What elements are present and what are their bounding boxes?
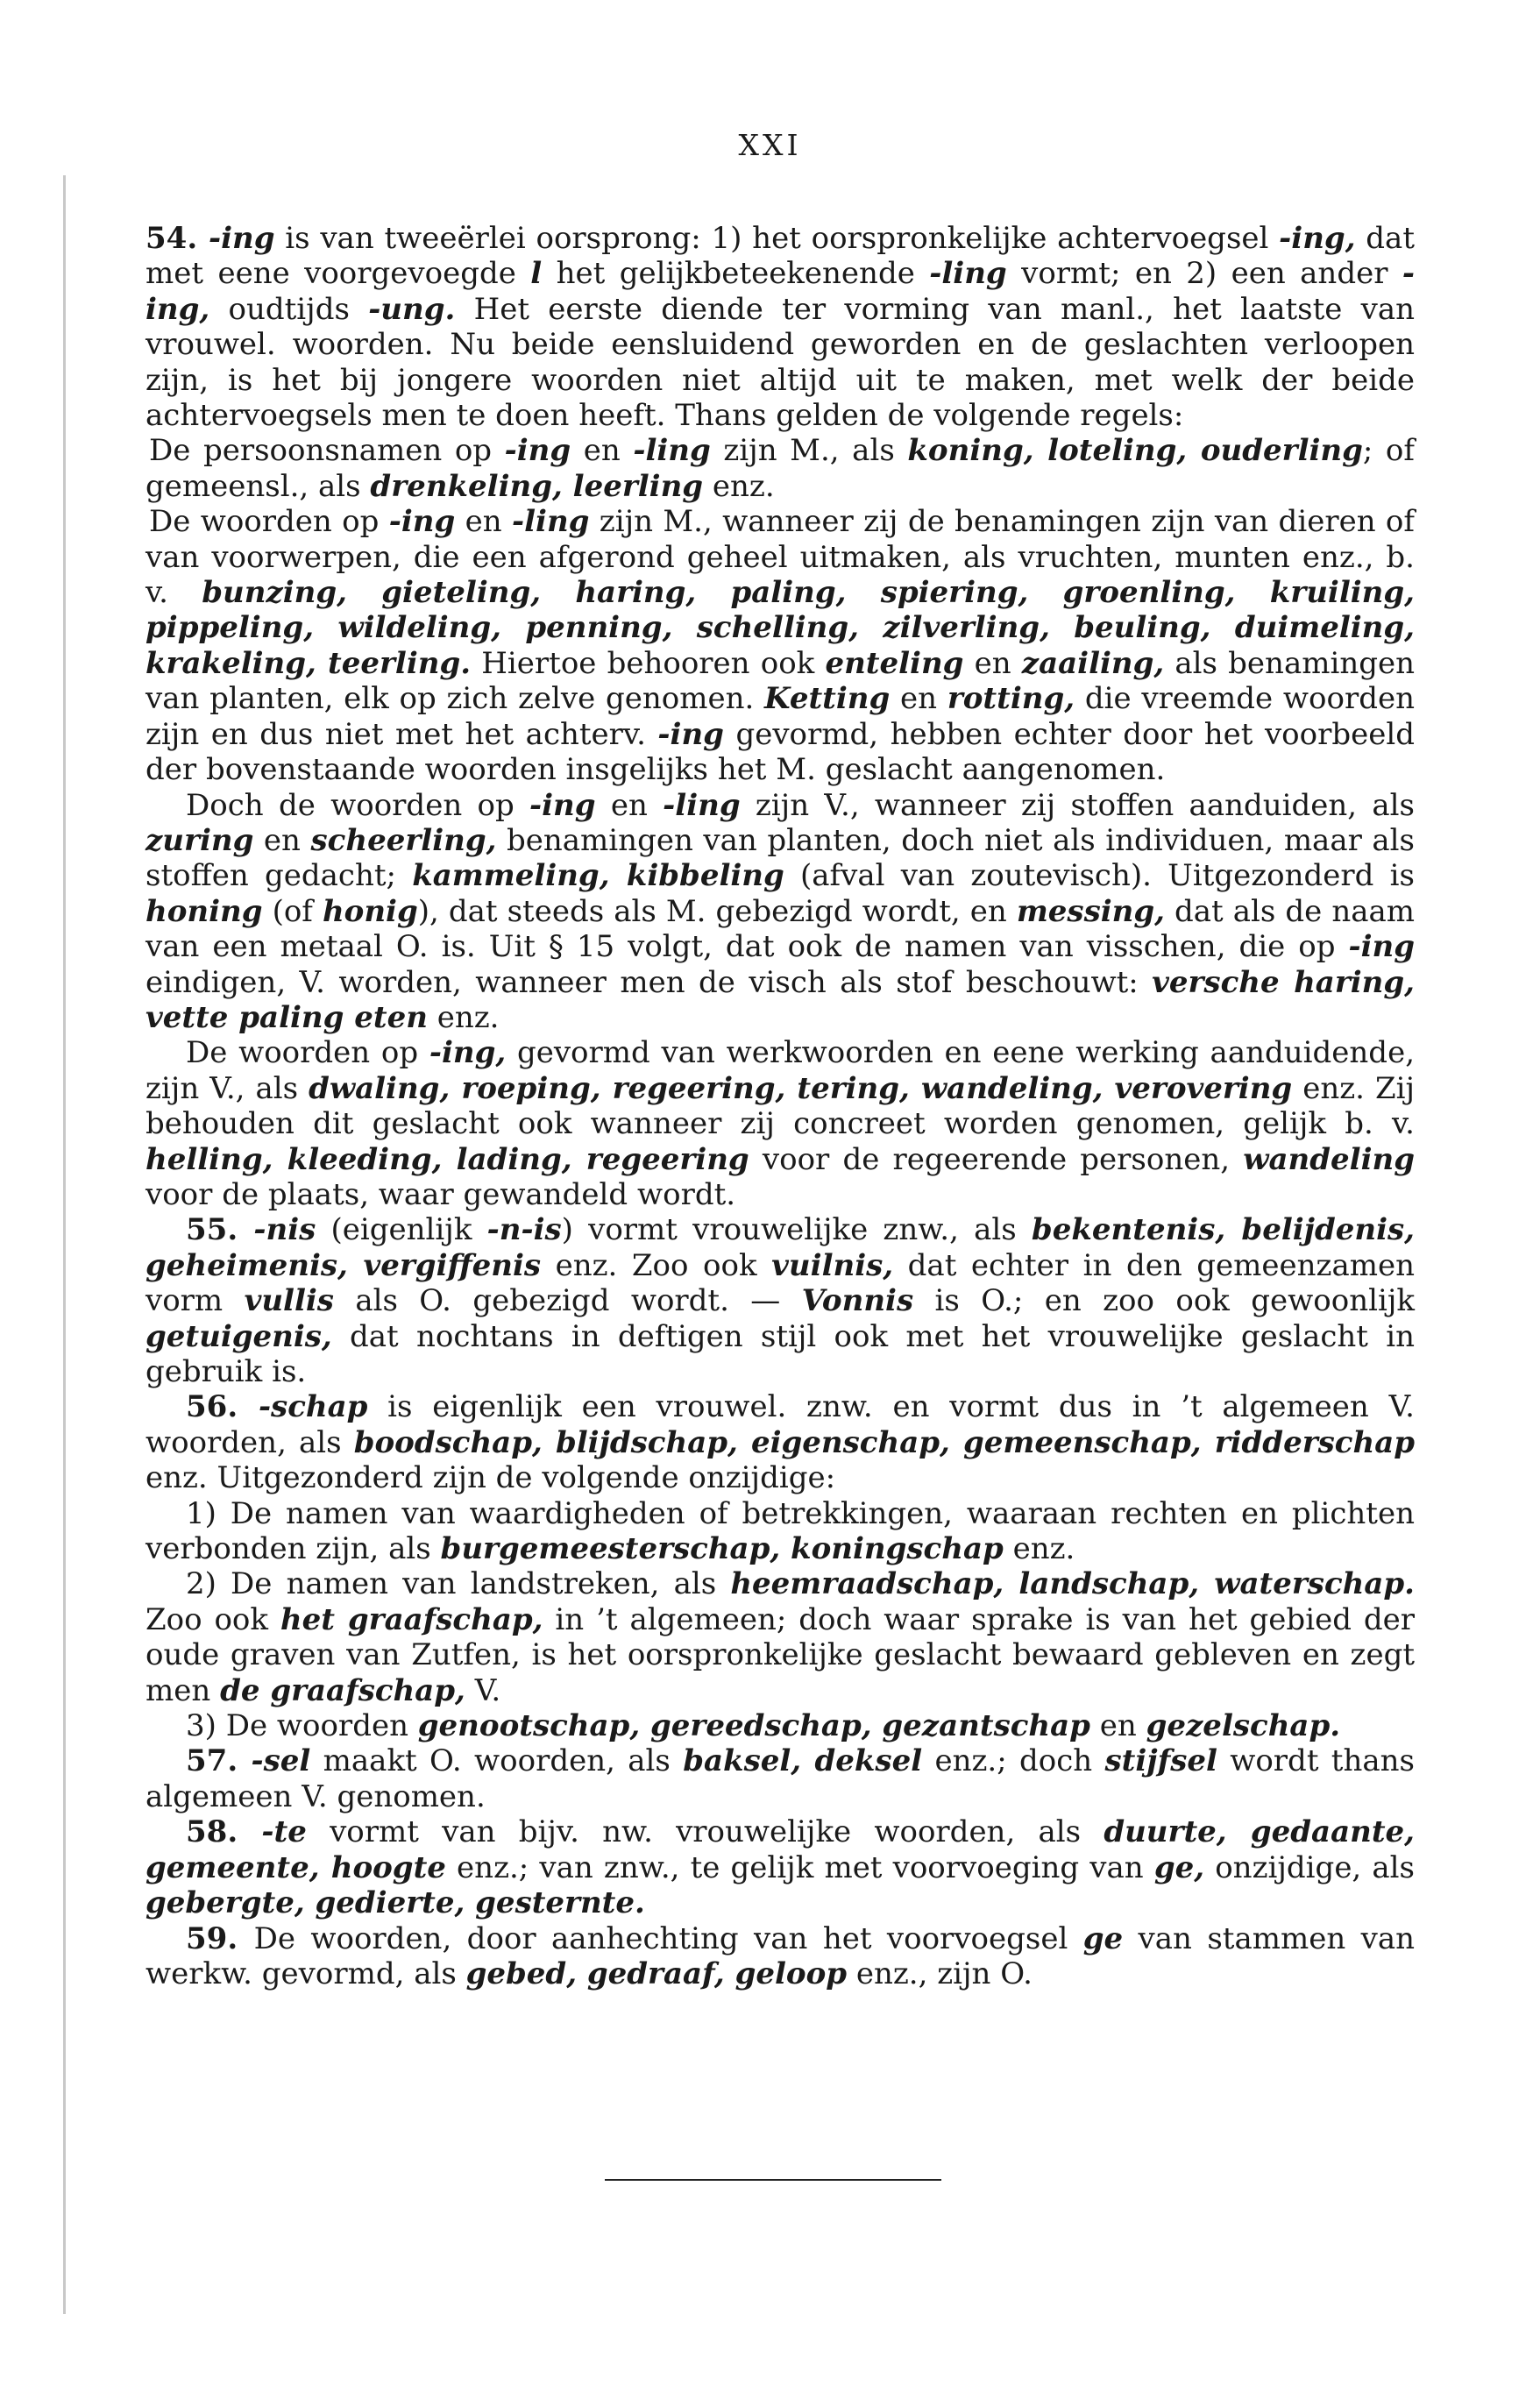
text-run: (eigenlijk [316,1212,487,1248]
text-run: (of [262,893,323,929]
italic-term: vuilnis, [771,1247,894,1283]
italic-term: -ling [929,256,1007,292]
text-run: De woorden, door aanhechting van het voorvoegsel [253,1920,1083,1956]
text-run: ), dat steeds als M. gebezigd wordt, en [417,893,1017,929]
text-run: in ’t algemeen; doch waar sprake is van het gebied der oude graven van Zutfen, is het oorspronkelijke geslacht bewaard gebleven en zegt men [145,1601,1415,1708]
text-run: enz.; van znw., te gelijk met voorvoeging van [445,1849,1154,1885]
italic-term: -ing [657,716,724,752]
text-run: onzijdige, als [1204,1849,1415,1885]
italic-term: versche haring, vette paling eten [145,964,1415,1035]
text-run: vormt; en 2) een ander [1006,256,1402,292]
text-run: voor de plaats, waar gewandeld wordt. [145,1176,736,1212]
italic-term: koning, loteling, ouderling [907,433,1363,469]
text-run: en [253,822,311,858]
italic-term: boodschap, blijdschap, eigenschap, gemeenschap, ridderschap [353,1424,1415,1460]
italic-term: honing [145,893,263,929]
paragraph-p54c [145,788,1415,1036]
italic-term: -ing [529,787,596,823]
italic-term: -ing, [429,1035,507,1071]
text-run: gevormd, hebben echter door het voorbeeld der bovenstaande woorden insgelijks het M. geslacht aangenomen. [145,716,1415,788]
text-run: 2) De namen van landstreken, als [186,1566,731,1602]
text-run: zijn M., wanneer zij de benamingen zijn van dieren of van voorwerpen, die een afgerond geheel uitmaken, als vruchten, munten enz., b. v. [145,504,1415,611]
italic-term: ge [1082,1920,1124,1956]
italic-term: het graafschap, [280,1601,543,1637]
italic-term: -ung. [368,291,456,327]
italic-term: -ing, [1279,221,1356,256]
italic-term: helling, kleeding, lading, regeering [145,1141,749,1177]
text-run: Zoo ook [145,1601,280,1637]
paragraph-p59 [145,1921,1415,1992]
text-run: maakt O. woorden, als [310,1743,684,1779]
text-run: Hiertoe behooren ook [471,645,826,681]
text-run: 1) De namen van waardigheden of betrekkingen, waaraan rechten en plichten verbonden zijn, als [145,1495,1415,1567]
section-number: 56. [186,1389,259,1425]
text-run: enz. [703,468,775,504]
italic-term: Ketting [764,681,891,717]
italic-term: l [530,256,543,292]
italic-term: zaailing, [1021,645,1165,681]
italic-term: -sel [251,1743,311,1779]
italic-term: drenkeling, leerling [370,468,704,504]
text-run: en [963,645,1022,681]
italic-term: scheerling, [310,822,497,858]
italic-term: honig [322,893,418,929]
text-run: eindigen, V. worden, wanneer men de visch als stof beschouwt: [145,964,1153,1000]
section-number: 58. [186,1814,262,1850]
text-run: is eigenlijk een vrouwel. znw. en vormt dus in ’t algemeen V. woorden, als [145,1389,1415,1460]
text-run: en [571,433,634,469]
italic-term: heemraadschap, landschap, waterschap. [730,1566,1415,1602]
paragraph-p54 [145,221,1415,433]
italic-term: bunzing, gieteling, haring, paling, spiering, groenling, kruiling, pippeling, wildeling, penning, schelling, zilverling, beuling, duimeling, krakeling, teerling. [145,575,1415,681]
text-run: wordt thans algemeen V. genomen. [145,1743,1415,1814]
text-run: is O.; en zoo ook gewoonlijk [913,1283,1415,1319]
text-run: ) vormt vrouwelijke znw., als [561,1212,1032,1248]
text-run: dat met eene voorgevoegde [145,221,1415,292]
text-run: ; of gemeensl., als [145,433,1415,504]
italic-term: vullis [244,1283,334,1319]
section-number: 57. [186,1743,252,1779]
text-run: dat nochtans in deftigen stijl ook met het vrouwelijke geslacht in gebruik is. [145,1318,1415,1389]
text-run: Doch de woorden op [186,787,530,823]
italic-term: -ing, [145,256,1416,327]
text-run: enz. [1003,1531,1075,1567]
text-run: enz. Zoo ook [541,1247,772,1283]
text-run: is van tweeërlei oorsprong: 1) het oorspronkelijke achtervoegsel [274,221,1280,256]
text-run: benamingen van planten, doch niet als individuen, maar als stoffen gedacht; [145,822,1416,894]
text-run: enz. Uitgezonderd zijn de volgende onzijdige: [145,1460,836,1496]
italic-term: genootschap, gereedschap, gezantschap [417,1708,1090,1744]
italic-term: -nis [253,1212,316,1248]
text-run: zijn V., wanneer zij stoffen aanduiden, als [740,787,1415,823]
italic-term: enteling [825,645,964,681]
italic-term: dwaling, roeping, regeering, tering, wandeling, verovering [309,1070,1293,1106]
paragraph-p56c [145,1708,1415,1743]
italic-term: duurte, gedaante, gemeente, hoogte [145,1814,1415,1885]
text-run: en [455,504,512,540]
italic-term: bekentenis, belijdenis, geheimenis, vergiffenis [145,1212,1415,1283]
text-run: (afval van zoutevisch). Uitgezonderd is [784,858,1415,894]
paragraph-p56a [145,1496,1415,1567]
text-run: enz., zijn O. [847,1955,1033,1991]
italic-term: gebed, gedraaf, geloop [465,1955,848,1991]
paragraph-p58 [145,1814,1415,1920]
italic-term: baksel, deksel [683,1743,923,1779]
italic-term: zuring [145,822,254,858]
text-run: van stammen van werkw. gevormd, als [145,1920,1415,1991]
text-run: die vreemde woorden zijn en dus niet met het achterv. [145,681,1415,752]
italic-term: -ling [663,787,741,823]
text-run: De persoonsnamen op [149,433,505,469]
text-run: dat als de naam van een metaal O. is. Uit § 15 volgt, dat ook de namen van visschen, die op [145,893,1415,965]
italic-term: -ing [208,221,275,256]
text-run: De woorden op [186,1035,429,1071]
text-run: als benamingen van planten, elk op zich zelve genomen. [145,645,1416,717]
italic-term: ge, [1153,1849,1205,1885]
paragraph-p56b [145,1566,1415,1708]
text-run: en [595,787,664,823]
text-run: voor de regeerende personen, [749,1141,1244,1177]
text-run: zijn M., als [710,433,908,469]
paragraph-p54a [145,433,1415,504]
section-number: 59. [186,1920,254,1956]
section-number: 54. [145,221,209,256]
text-run: gevormd van werkwoorden en eene werking aanduidende, zijn V., als [145,1035,1415,1106]
text-run: en [1089,1708,1146,1744]
paragraph-p55 [145,1212,1415,1389]
italic-term: -ing [504,433,571,469]
text-run: dat echter in den gemeenzamen vorm [145,1247,1416,1319]
text-run: 3) De woorden [186,1708,418,1744]
text-run: oudtijds [209,291,369,327]
text-run: en [890,681,947,717]
paragraph-p57 [145,1743,1415,1814]
italic-term: Vonnis [801,1283,914,1319]
italic-term: wandeling [1243,1141,1415,1177]
body-text [145,221,1415,1991]
text-run: vormt van bijv. nw. vrouwelijke woorden, als [306,1814,1104,1850]
italic-term: -ling [633,433,711,469]
italic-term: messing, [1016,893,1165,929]
text-run: als O. gebezigd wordt. — [333,1283,802,1319]
paragraph-p54d [145,1035,1415,1212]
text-run: De woorden op [149,504,389,540]
page-number: XXI [738,128,802,162]
italic-term: -ling [512,504,590,540]
italic-term: gebergte, gedierte, gesternte. [145,1885,645,1921]
italic-term: stijfsel [1104,1743,1217,1779]
closing-rule [605,2179,941,2181]
text-run: het gelijkbeteekenende [542,256,930,292]
text-run: Het eerste diende ter vorming van manl., het laatste van vrouwel. woorden. Nu beide eensluidend geworden en de geslachten verloopen zijn, is het bij jongere woorden niet altijd uit te maken, met welk der beide achtervoegsels men te doen heeft. Thans gelden de volgende regels: [145,291,1415,434]
text-run: enz. Zij behouden dit geslacht ook wanneer zij concreet worden genomen, gelijk b. v. [145,1070,1416,1142]
italic-term: -ing [388,504,456,540]
text-run: enz.; doch [922,1743,1105,1779]
italic-term: getuigenis, [145,1318,332,1354]
italic-term: de graafschap, [220,1672,465,1708]
paragraph-p56 [145,1389,1415,1495]
italic-term: rotting, [947,681,1075,717]
text-run: V. [465,1672,501,1708]
italic-term: -ing [1348,929,1415,965]
page-edge-line [63,175,66,2314]
text-run: enz. [427,999,500,1035]
italic-term: -n-is [486,1212,562,1248]
italic-term: -schap [258,1389,368,1425]
italic-term: kammeling, kibbeling [412,858,784,894]
italic-term: -te [261,1814,307,1850]
italic-term: gezelschap. [1146,1708,1341,1744]
italic-term: burgemeesterschap, koningschap [440,1531,1004,1567]
paragraph-p54b [145,504,1415,787]
section-number: 55. [186,1212,254,1248]
